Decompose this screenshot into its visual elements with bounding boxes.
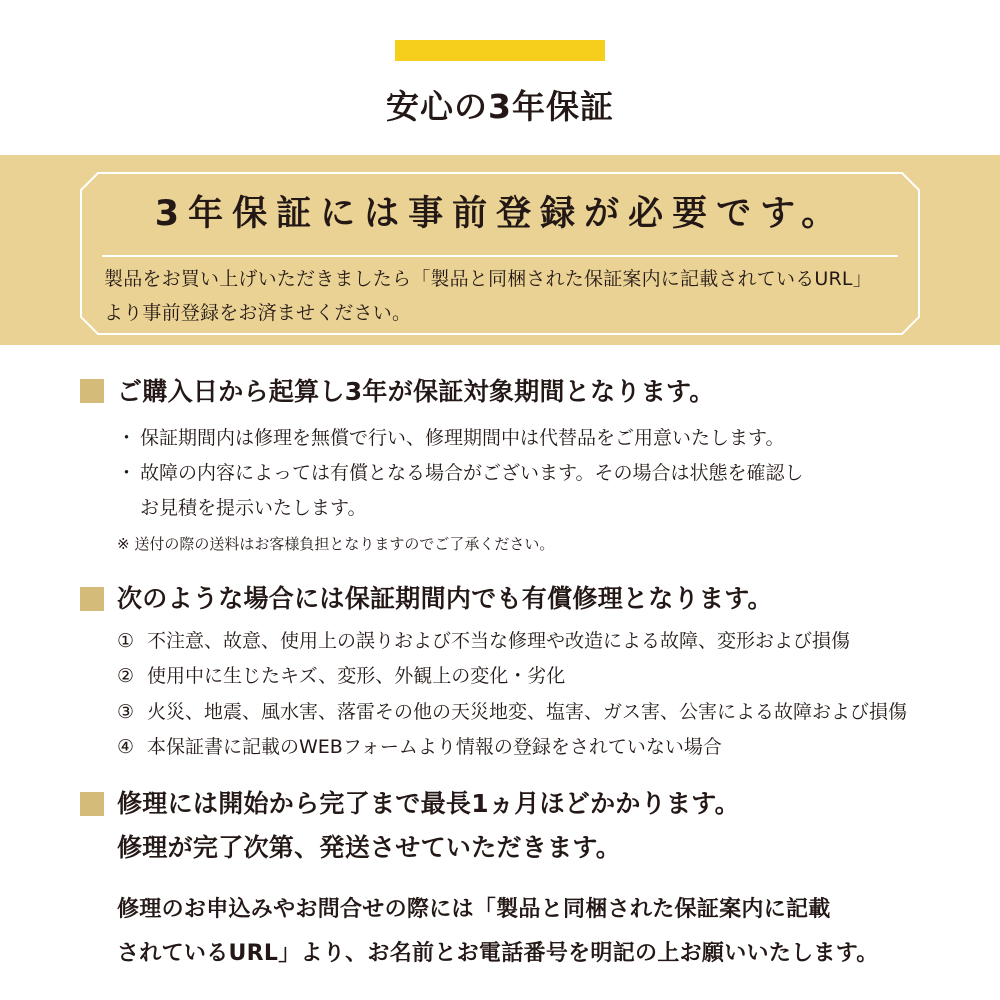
notice-heading: 3年保証には事前登録が必要です。 [154,194,846,234]
accent-bar [395,40,605,61]
closing-text [117,888,987,976]
closing-line: 修理のお申込みやお問合せの際には「製品と同梱された保証案内に記載 [117,897,831,922]
closing-line: されているURL」より、お名前とお電話番号を明記の上お願いいたします。 [117,941,879,966]
notice-body-line: より事前登録をお済ませください。 [104,302,412,324]
list-item: 火災、地震、風水害、落雷その他の天災地変、塩害、ガス害、公害による故障および損傷 [147,701,908,723]
item-number: ④ [117,736,135,758]
list-item: 故障の内容によっては有償となる場合がございます。その場合は状態を確認し [140,462,804,484]
list-item: 本保証書に記載のWEBフォームより情報の登録をされていない場合 [147,736,722,758]
list-item: 不注意、故意、使用上の誤りおよび不当な修理や改造による故障、変形および損傷 [147,630,851,652]
list-item: お見積を提示いたします。 [140,497,367,519]
bullet-glyph: ・ [117,462,137,484]
notice-body-line: 製品をお買い上げいただきましたら「製品と同梱された保証案内に記載されているURL」 [104,268,872,290]
list-item: 使用中に生じたキズ、変形、外観上の変化・劣化 [147,665,566,687]
section-heading: 次のような場合には保証期間内でも有償修理となります。 [117,584,773,613]
notice-divider [102,255,898,257]
section-marker [80,379,104,403]
item-number: ① [117,630,135,652]
item-number: ② [117,665,135,687]
section-heading: ご購入日から起算し3年が保証対象期間となります。 [117,377,715,406]
section-heading: 修理には開始から完了まで最長1ヵ月ほどかかります。 [117,789,740,818]
item-number: ③ [117,701,135,723]
page-title: 安心の3年保証 [386,87,614,126]
section-marker [80,792,104,816]
section-heading: 修理が完了次第、発送させていただきます。 [117,833,622,862]
notice-band [0,155,1000,345]
list-item: 保証期間内は修理を無償で行い、修理期間中は代替品をご用意いたします。 [140,427,785,449]
note-text: ※ 送付の際の送料はお客様負担となりますのでご了承ください。 [117,535,555,553]
bullet-glyph: ・ [117,427,137,449]
notice-body [104,262,904,330]
notice-frame [80,172,920,335]
section-marker [80,587,104,611]
